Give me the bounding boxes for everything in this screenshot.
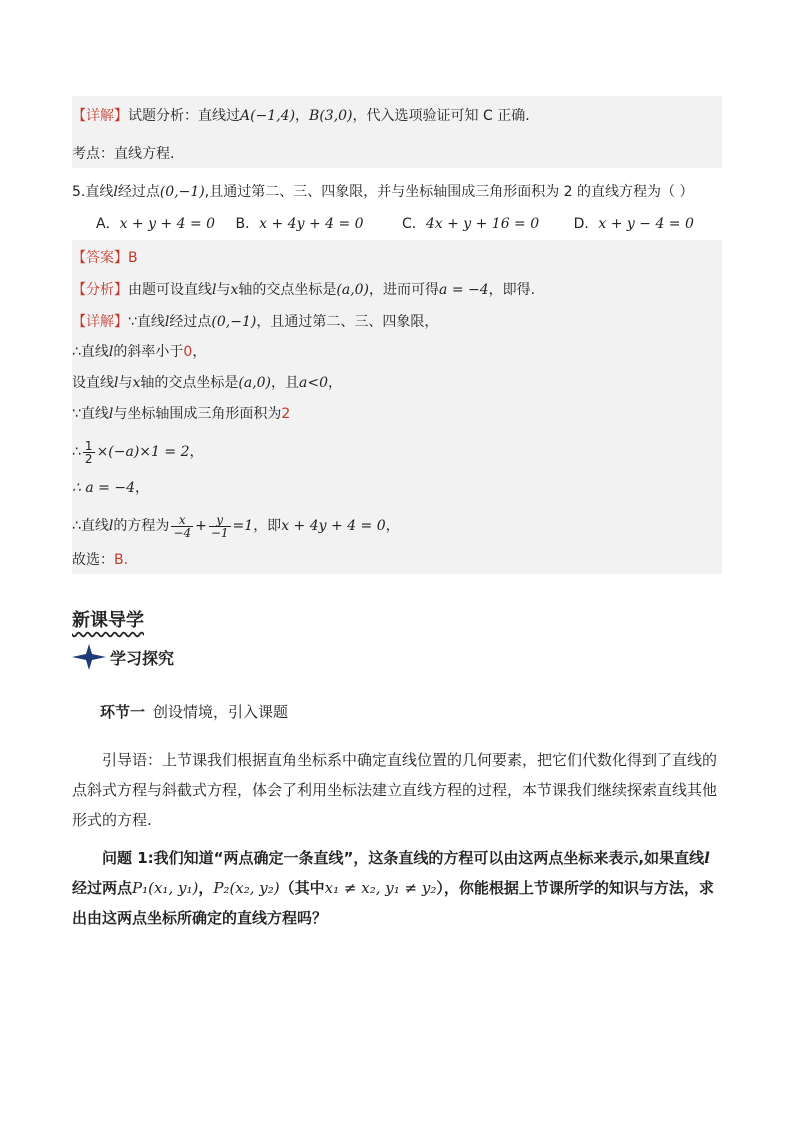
analysis-line: 【分析】由题可设直线l与x轴的交点坐标是(a,0)，进而可得a = −4，即得.: [72, 282, 536, 298]
prev-detail-line: 【详解】试题分析：直线过A(−1,4)，B(3,0)，代入选项验证可知 C 正确.: [72, 108, 530, 124]
detail-line-5: ∴ $\frac{1}{2}$ ×(−a)×1 = 2，: [72, 438, 204, 466]
detail-line-3: 设直线l与x轴的交点坐标是(a,0)，且a<0，: [72, 375, 343, 391]
four-point-star-icon: [72, 644, 106, 670]
q5-options: [96, 214, 694, 234]
intro-paragraph: 引导语：上节课我们根据直角坐标系中确定直线位置的几何要素，把它们代数化得到了直线的点斜式方程与斜截式方程，体会了利用坐标法建立直线方程的过程，本节课我们继续探索直线其他形式的方程.: [72, 751, 718, 829]
detail-line-2: ∴直线l的斜率小于0，: [72, 344, 207, 360]
option-d: D．x + y − 4 = 0: [573, 216, 694, 232]
detail-line-6: ∴ a = −4，: [72, 480, 149, 496]
detail-line-4: ∵直线l与坐标轴围成三角形面积为2: [72, 406, 291, 422]
section-line: 环节一 创设情境，引入课题: [100, 703, 289, 721]
new-lesson-title: 新课导学: [72, 610, 144, 631]
subtitle-text: 学习探究: [110, 649, 175, 668]
answer-line: 【答案】B: [72, 250, 138, 266]
option-a: A．x + y + 4 = 0: [96, 216, 216, 232]
fraction-y: $\frac{y}{-1}$: [210, 512, 229, 540]
kaodian-line: 考点：直线方程.: [72, 146, 175, 162]
question-1-paragraph: 问题 1:我们知道“两点确定一条直线”，这条直线的方程可以由这两点坐标来表示,如果直线l经过两点P₁(x₁, y₁)，P₂(x₂, y₂)（其中x₁ ≠ x₂, y₁ ≠ y₂），你能根据上节课所学的知识与方法，求出由这两点坐标所确定的直线方程吗？: [72, 849, 714, 927]
fraction-x: $\frac{x}{-4}$: [173, 512, 192, 540]
option-b: B．x + 4y + 4 = 0: [235, 216, 364, 232]
detail-line-1: 【详解】∵直线l经过点(0,−1)，且通过第二、三、四象限，: [72, 314, 439, 330]
q5-stem: 5.直线l经过点(0,−1),且通过第二、三、四象限，并与坐标轴围成三角形面积为 2 的直线方程为（ ）: [72, 184, 694, 200]
detail-line-7: ∴直线l的方程为 $\frac{x}{-4}$ + $\frac{y}{-1}$ =1，即x + 4y + 4 = 0，: [72, 512, 400, 540]
fraction-half: $\frac{1}{2}$: [84, 438, 93, 466]
option-c: C．4x + y + 16 = 0: [402, 216, 540, 232]
choose-line: 故选：B.: [72, 552, 129, 568]
